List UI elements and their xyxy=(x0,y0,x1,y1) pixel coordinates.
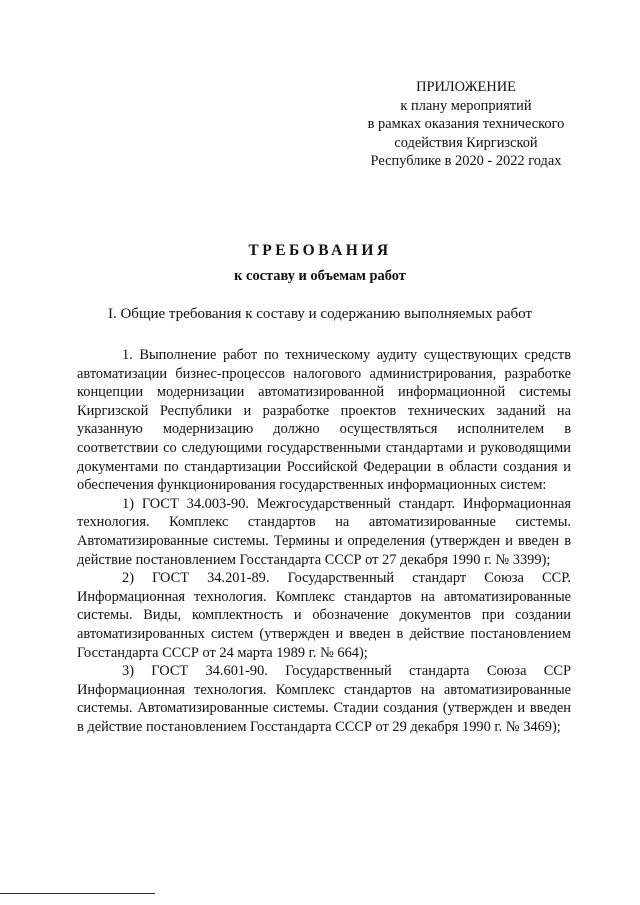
section-heading: I. Общие требования к составу и содержанию выполняемых работ xyxy=(107,306,532,322)
document-subtitle: к составу и объемам работ xyxy=(234,268,406,284)
appendix-line: содействия Киргизской xyxy=(394,134,538,151)
appendix-label: ПРИЛОЖЕНИЕ xyxy=(416,79,516,95)
footnote-separator xyxy=(0,893,155,894)
appendix-block xyxy=(348,78,584,171)
appendix-line: к плану мероприятий xyxy=(400,97,532,114)
paragraph: 1. Выполнение работ по техническому аудиту существующих средств автоматизации бизнес-процессов налогового администрирования, разработке концепции модернизации автоматизированной информационной системы Киргизской Республики и разработке проектов технических заданий на указанную модернизацию должно осуществляться исполнителем в соответствии со следующими государственными стандартами и руководящими документами по стандартизации Российской Федерации в области создания и обеспечения функционирования государственных информационных систем: xyxy=(77,347,571,494)
document-title: ТРЕБОВАНИЯ xyxy=(248,242,392,259)
appendix-line: в рамках оказания технического xyxy=(367,116,565,133)
document-body xyxy=(77,346,571,736)
list-item: 1) ГОСТ 34.003-90. Межгосударственный стандарт. Информационная технология. Комплекс стандартов на автоматизированные системы. Автоматизированные системы. Термины и определения (утвержден и введен в действие постановлением Госстандарта СССР от 27 декабря 1990 г. № 3399); xyxy=(77,495,571,568)
list-item: 3) ГОСТ 34.601-90. Государственный стандарта Союза ССР Информационная технология. Комплекс стандартов на автоматизированные системы. Автоматизированные системы. Стадии создания (утвержден и введен в действие постановлением Госстандарта СССР от 29 декабря 1990 г. № 3469); xyxy=(77,663,571,735)
appendix-line: Республике в 2020 - 2022 годах xyxy=(370,153,562,170)
list-item: 2) ГОСТ 34.201-89. Государственный стандарт Союза ССР. Информационная технология. Комплекс стандартов на автоматизированные системы. Виды, комплектность и обозначение документов при создании автоматизированных систем (утвержден и введен в действие постановлением Госстандарта СССР от 24 марта 1989 г. № 664); xyxy=(77,570,571,661)
